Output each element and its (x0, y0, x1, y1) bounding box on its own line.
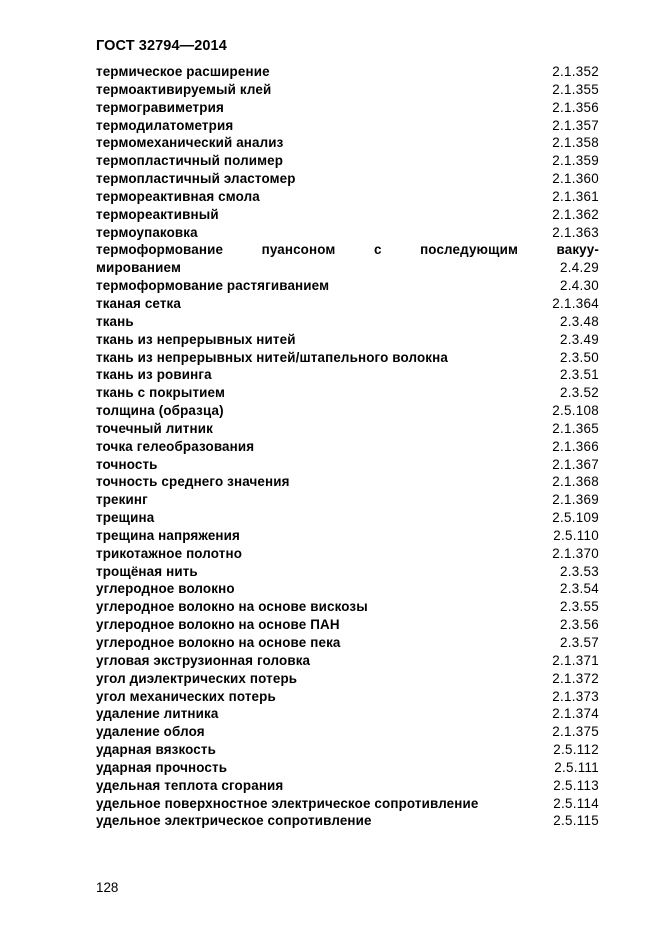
index-term: трещина напряжения (96, 527, 241, 543)
index-entry (96, 402, 599, 420)
index-entry (96, 759, 599, 777)
index-entry (96, 224, 599, 242)
index-entry (96, 688, 599, 706)
index-reference-number: 2.4.30 (559, 278, 599, 294)
index-term-word: последующим (420, 242, 519, 258)
index-term: термопластичный полимер (96, 153, 284, 169)
index-term-word: термоформование (96, 242, 224, 258)
index-term: ткань (96, 313, 134, 329)
index-term: термоупаковка (96, 224, 198, 240)
index-term: углеродное волокно на основе вискозы (96, 599, 368, 615)
index-term: термоактивируемый клей (96, 81, 272, 97)
index-entry (96, 616, 599, 634)
index-reference-number: 2.1.352 (552, 64, 599, 79)
index-entry (96, 438, 599, 456)
index-entry (96, 723, 599, 741)
index-term: ударная прочность (96, 759, 228, 775)
index-reference-number: 2.1.369 (552, 492, 599, 508)
index-reference-number: 2.3.52 (559, 385, 599, 401)
index-term: трещина (96, 510, 155, 526)
index-reference-number: 2.3.48 (559, 313, 599, 329)
index-entry (96, 545, 599, 563)
index-reference-number: 2.1.356 (552, 99, 599, 115)
index-term: термопластичный эластомер (96, 171, 296, 187)
index-reference-number: 2.1.373 (552, 688, 599, 704)
index-entry (96, 634, 599, 652)
index-term: удельное электрическое сопротивление (96, 813, 372, 829)
index-entry (96, 349, 599, 367)
index-reference-number: 2.3.56 (559, 617, 599, 633)
index-reference-number: 2.5.113 (553, 777, 599, 793)
index-entry (96, 295, 599, 313)
subject-index-list (96, 63, 599, 830)
index-reference-number: 2.1.357 (552, 117, 599, 133)
index-entry (96, 812, 599, 830)
index-entry (96, 134, 599, 152)
index-term: термореактивная смола (96, 188, 260, 204)
document-header: ГОСТ 32794—2014 (96, 38, 227, 54)
index-term: угловая экструзионная головка (96, 652, 311, 668)
index-reference-number: 2.1.359 (552, 153, 599, 169)
index-term: термодилатометрия (96, 117, 234, 133)
index-term: ткань из непрерывных нитей/штапельного волокна (96, 349, 448, 365)
index-reference-number: 2.1.375 (552, 724, 599, 740)
index-term: ткань из ровинга (96, 367, 212, 383)
index-reference-number: 2.5.111 (554, 759, 599, 775)
index-term: термомеханический анализ (96, 135, 284, 151)
index-term: углеродное волокно (96, 581, 235, 597)
index-reference-number: 2.3.49 (559, 331, 599, 347)
index-term: термогравиметрия (96, 99, 224, 115)
index-term-word: вакуу- (556, 242, 599, 258)
index-entry (96, 277, 599, 295)
index-entry-continuation-line (96, 241, 599, 259)
index-reference-number: 2.3.51 (559, 367, 599, 383)
index-term-word: с (373, 242, 382, 258)
index-term: точность (96, 456, 158, 472)
index-entry (96, 206, 599, 224)
index-entry (96, 705, 599, 723)
index-entry (96, 188, 599, 206)
index-entry (96, 527, 599, 545)
index-reference-number: 2.5.115 (553, 813, 599, 829)
index-term: термическое расширение (96, 64, 270, 79)
index-entry (96, 456, 599, 474)
index-term: ткань из непрерывных нитей (96, 331, 296, 347)
index-term: термоформование растягиванием (96, 278, 330, 294)
index-term: трекинг (96, 492, 148, 508)
index-reference-number: 2.5.110 (553, 527, 599, 543)
index-term: термореактивный (96, 206, 219, 222)
index-entry (96, 598, 599, 616)
index-term: удаление литника (96, 706, 219, 722)
index-reference-number: 2.1.370 (552, 545, 599, 561)
index-reference-number: 2.1.360 (552, 171, 599, 187)
index-entry (96, 313, 599, 331)
index-term: точечный литник (96, 420, 213, 436)
index-reference-number: 2.3.50 (559, 349, 599, 365)
index-term: ткань с покрытием (96, 385, 226, 401)
index-entry (96, 580, 599, 598)
index-term: точка гелеобразования (96, 438, 255, 454)
index-term: удельное поверхностное электрическое сопротивление (96, 795, 479, 811)
page-number: 128 (96, 880, 119, 895)
index-reference-number: 2.1.371 (552, 652, 599, 668)
index-term: трикотажное полотно (96, 545, 243, 561)
index-reference-number: 2.1.366 (552, 438, 599, 454)
index-entry (96, 99, 599, 117)
index-term-word: пуансоном (261, 242, 336, 258)
index-reference-number: 2.3.53 (559, 563, 599, 579)
index-term: угол диэлектрических потерь (96, 670, 298, 686)
index-reference-number: 2.3.57 (559, 635, 599, 650)
index-entry (96, 81, 599, 99)
index-entry (96, 509, 599, 527)
index-entry (96, 563, 599, 581)
index-term: мированием (96, 260, 181, 276)
index-reference-number: 2.1.355 (552, 81, 599, 97)
index-term: трощёная нить (96, 563, 198, 579)
index-reference-number: 2.1.362 (552, 206, 599, 222)
index-reference-number: 2.5.112 (553, 742, 599, 758)
index-reference-number: 2.3.55 (559, 599, 599, 615)
index-term: удельная теплота сгорания (96, 777, 284, 793)
index-reference-number: 2.1.365 (552, 420, 599, 436)
index-reference-number: 2.5.114 (553, 795, 599, 811)
index-term: толщина (образца) (96, 403, 224, 419)
index-reference-number: 2.1.363 (552, 224, 599, 240)
index-entry (96, 491, 599, 509)
index-entry (96, 170, 599, 188)
index-entry (96, 795, 599, 813)
index-entry (96, 152, 599, 170)
index-entry (96, 741, 599, 759)
index-term: угол механических потерь (96, 688, 276, 704)
index-reference-number: 2.1.361 (552, 188, 599, 204)
index-entry (96, 259, 599, 277)
index-entry (96, 652, 599, 670)
index-term: углеродное волокно на основе пека (96, 635, 341, 650)
index-entry (96, 117, 599, 135)
index-term: углеродное волокно на основе ПАН (96, 617, 340, 633)
index-reference-number: 2.1.367 (552, 456, 599, 472)
index-term: удаление облоя (96, 724, 205, 740)
index-reference-number: 2.1.374 (552, 706, 599, 722)
index-entry (96, 366, 599, 384)
index-reference-number: 2.5.108 (552, 403, 599, 419)
index-reference-number: 2.1.368 (552, 474, 599, 490)
index-term: ударная вязкость (96, 742, 216, 758)
index-reference-number: 2.1.358 (552, 135, 599, 151)
index-entry (96, 420, 599, 438)
index-entry (96, 63, 599, 81)
index-reference-number: 2.3.54 (559, 581, 599, 597)
index-term: точность среднего значения (96, 474, 290, 490)
index-entry (96, 473, 599, 491)
index-reference-number: 2.4.29 (559, 260, 599, 276)
index-reference-number: 2.1.372 (552, 670, 599, 686)
index-reference-number: 2.5.109 (552, 510, 599, 526)
index-reference-number: 2.1.364 (552, 295, 599, 311)
index-entry (96, 331, 599, 349)
index-term: тканая сетка (96, 295, 182, 311)
index-entry (96, 384, 599, 402)
index-entry (96, 777, 599, 795)
index-entry (96, 670, 599, 688)
